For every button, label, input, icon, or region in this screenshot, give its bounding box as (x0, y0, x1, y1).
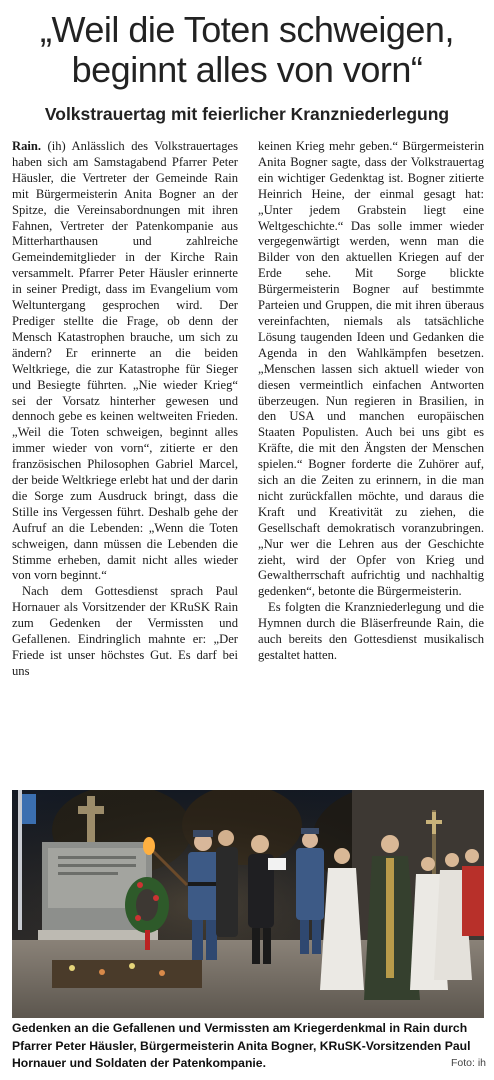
subheadline: Volkstrauertag mit feierlicher Kranzniederlegung (44, 104, 450, 124)
photo-caption: Gedenken an die Gefallenen und Vermissten am Kriegerdenkmal in Rain durch Pfarrer Peter Häusler, Bürgermeisterin Anita Bogner, KRuSK-Vorsitzenden Paul Hornauer und Soldaten der Patenkompanie. (12, 1021, 471, 1070)
article-column-right (258, 139, 484, 664)
paragraph-text: (ih) Anlässlich des Volkstrauertages haben sich am Samstagabend Pfarrer Peter Häusler, die Vertreter der Gemeinde Rain mit Bürgermeisterin Anita Bogner an der Spitze, die Vereinsabordnungen mit ihren Fahnen, Vertreter der Patenkompanie aus Mitterharthausen und zahlreiche Gemeindemitglieder in der Kirche Rain versammelt. Pfarrer Peter Häusler erinnerte in seiner Predigt, dass im Evangelium vom Weltuntergang gesprochen wird. Der Prediger stellte die Frage, ob denn der Mensch Katastrophen brauche, um sich zu ändern? Er erinnerte an die beiden Weltkriege, die zur Katastrophe für Sieger und Besiegte führten. „Nie wieder Krieg“ sei der Vorsatz hinterher gewesen und dennoch gebe es keinen weltweiten Frieden. „Weil die Toten schweigen, beginnt alles immer wieder von vorn“, zitierte er den französischen Philosophen Gabriel Marcel, der beide Weltkriege erlebt hat und der darin die Sorge zum Ausdruck bringt, dass die Stille ins Vergessen führt. Deshalb gehe der Aufruf an die Lebenden: „Wenn die Toten schweigen, dann müssen die Lebenden die Stimme erheben, damit nicht alles wieder von vorn beginnt.“ (12, 139, 238, 583)
headline-line-2: beginnt alles von vorn“ (71, 49, 423, 90)
headline (0, 10, 494, 90)
headline-line-1: „Weil die Toten schweigen, (40, 9, 454, 50)
dateline: Rain. (12, 139, 42, 153)
article-paragraph: Es folgten die Kranzniederlegung und die Hymnen durch die Bläserfreunde Rain, die auch bereits den Gottesdienst musikalisch gestaltet hatten. (258, 600, 484, 662)
article-paragraph: keinen Krieg mehr geben.“ Bürgermeisterin Anita Bogner sagte, dass der Volkstrauertag ein wichtiger Gedenktag ist. Bogner zitierte Heinrich Heine, der einmal gesagt hat: „Unter jedem Grabstein liegt eine Weltgeschichte.“ Das solle immer wieder vergegenwärtigt werden, wenn man die Bilder von den aktuellen Kriegen auf der Erde sehe. Mit Sorge blickte Bürgermeisterin Bogner auf bestimmte Parteien und Gruppen, die mit ihren überaus vereinfachten, niemals als tatsächliche Lösung taugenden Ideen und Gedanken die Agenda in den Wahlkämpfen besetzen. „Menschen lassen sich aktuell wieder von diesen vermeintlich einfachen Antworten überzeugen. Nun regieren in Brasilien, in den USA und manchen europäischen Staaten Populisten. Auch bei uns gibt es Kräfte, die mit den Ängsten der Menschen spielen.“ Bogner forderte die Zuhörer auf, sich an die Zeiten zu erinnern, in die man nicht zurückfallen möchte, und daraus die Kraft und Kreativität zu ziehen, die Gesellschaft demokratisch voranzubringen. „Nur wer die Lehren aus der Geschichte zieht, wird der Opfer von Krieg und Gewaltherrschaft aufrichtig und nachhaltig gedenken“, betonte die Bürgermeisterin. (258, 139, 484, 599)
memorial-photo (12, 790, 484, 1018)
article-paragraph: Nach dem Gottesdienst sprach Paul Hornauer als Vorsitzender der KRuSK Rain zum Gedenken der Vermissten und Gefallenen. Eindringlich mahnte er: „Der Friede ist unser höchstes Gut. Es darf bei uns (12, 584, 238, 678)
flag-icon (22, 794, 36, 824)
article-column-left (12, 139, 238, 680)
article-paragraph (12, 139, 238, 584)
photo-credit: Foto: ih (450, 1057, 486, 1069)
